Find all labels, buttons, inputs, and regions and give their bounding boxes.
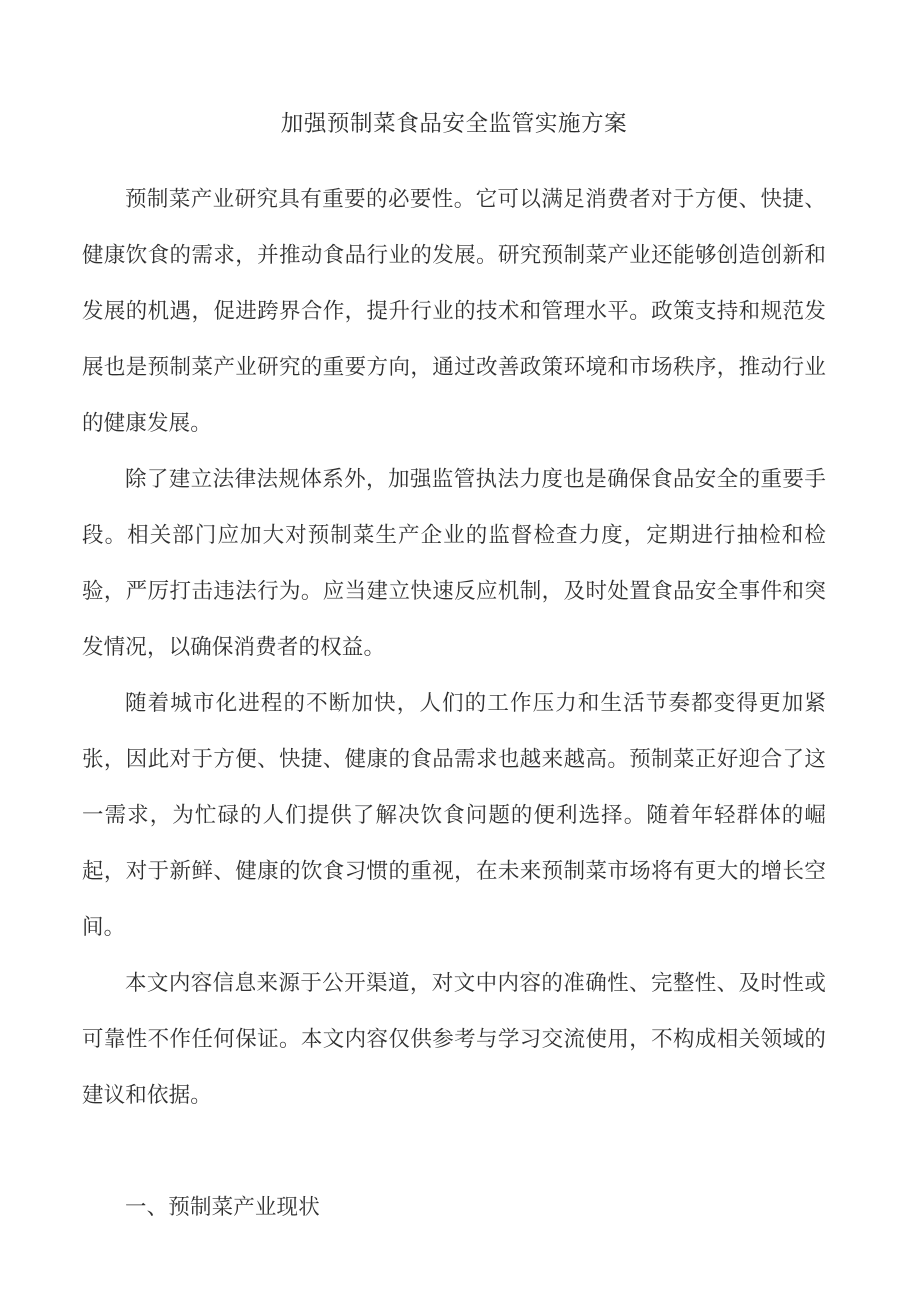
document-body <box>82 0 826 1236</box>
paragraph-4-disclaimer: 本文内容信息来源于公开渠道，对文中内容的准确性、完整性、及时性或可靠性不作任何保证。本文内容仅供参考与学习交流使用，不构成相关领域的建议和依据。 <box>82 971 826 1108</box>
paragraph-2: 除了建立法律法规体系外，加强监管执法力度也是确保食品安全的重要手段。相关部门应加大对预制菜生产企业的监督检查力度，定期进行抽检和检验，严厉打击违法行为。应当建立快速反应机制，及时处置食品安全事件和突发情况，以确保消费者的权益。 <box>82 467 826 660</box>
paragraph-3: 随着城市化进程的不断加快，人们的工作压力和生活节奏都变得更加紧张，因此对于方便、快捷、健康的食品需求也越来越高。预制菜正好迎合了这一需求，为忙碌的人们提供了解决饮食问题的便利选择。随着年轻群体的崛起，对于新鲜、健康的饮食习惯的重视，在未来预制菜市场将有更大的增长空间。 <box>82 691 826 940</box>
paragraph-1: 预制菜产业研究具有重要的必要性。它可以满足消费者对于方便、快捷、健康饮食的需求，并推动食品行业的发展。研究预制菜产业还能够创造创新和发展的机遇，促进跨界合作，提升行业的技术和管理水平。政策支持和规范发展也是预制菜产业研究的重要方向，通过改善政策环境和市场秩序，推动行业的健康发展。 <box>82 187 826 436</box>
section-heading-1: 一、预制菜产业现状 <box>125 1195 320 1220</box>
page-title: 加强预制菜食品安全监管实施方案 <box>280 111 628 137</box>
